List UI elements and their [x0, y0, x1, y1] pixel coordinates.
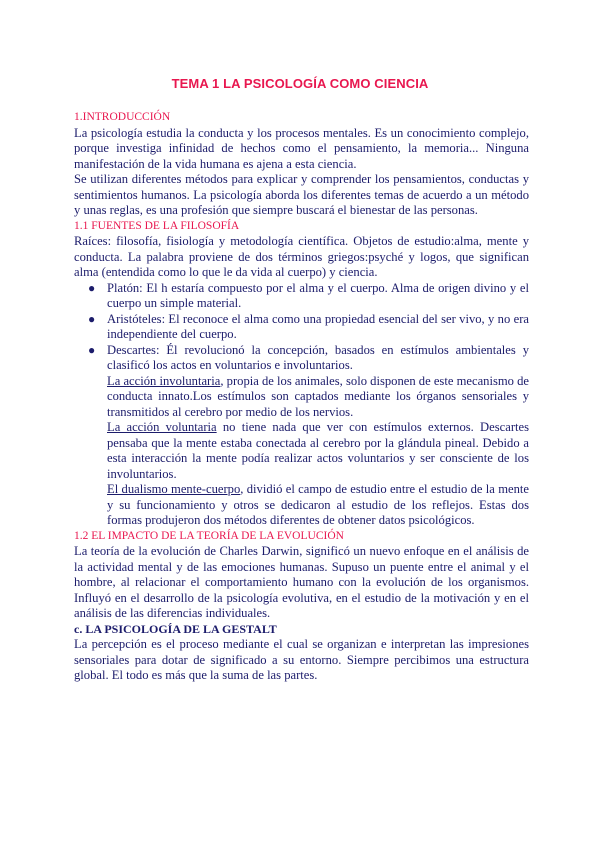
- bullet-icon: ●: [88, 311, 96, 326]
- document-title: TEMA 1 LA PSICOLOGÍA COMO CIENCIA: [171, 76, 429, 91]
- document-body: [74, 110, 529, 684]
- dualismo-paragraph: [74, 482, 529, 529]
- section-heading-evolucion: 1.2 EL IMPACTO DE LA TEORÍA DE LA EVOLUCIÓN: [74, 529, 344, 542]
- voluntaria-paragraph: [74, 420, 529, 482]
- bullet-icon: ●: [88, 280, 96, 295]
- voluntaria-term: La acción voluntaria: [107, 420, 217, 434]
- section-heading-fuentes: 1.1 FUENTES DE LA FILOSOFÍA: [74, 219, 240, 232]
- platon-text: Platón: El h estaría compuesto por el alma y el cuerpo. Alma de origen divino y el cuerpo un simple material.: [107, 280, 529, 310]
- dualismo-text: , dividió el campo de estudio entre el estudio de la mente y su funcionamiento y otros se dedicaron al estudio de los reflejos. Estas dos formas produjeron dos métodos diferentes de obtener datos psicológicos.: [107, 482, 529, 527]
- involuntaria-text: , propia de los animales, solo disponen de este mecanismo de conducta innato.Los estímulos son captados mediante los órganos sensoriales y transmitidos al cerebro por medio de los nervios.: [107, 373, 529, 419]
- bullet-icon: ●: [88, 342, 96, 357]
- fuentes-paragraph: Raíces: filosofía, fisiología y metodología científica. Objetos de estudio:alma, mente y conducta. La palabra proviene de dos términos griegos:psyché y logos, que significan alma (entendida como lo que le da vida al cuerpo) y ciencia.: [74, 234, 529, 279]
- evolucion-paragraph: La teoría de la evolución de Charles Darwin, significó un nuevo enfoque en el análisis de la actividad mental y de las emociones humanas. Supuso un puente entre el animal y el hombre, al relacionar el comportamiento humano con la evolución de los organismos. Influyó en el desarrollo de la psicología evolutiva, en el estudio de la motivación y en el análisis de las diferencias individuales.: [74, 544, 529, 620]
- dualismo-term: El dualismo mente-cuerpo: [107, 482, 241, 496]
- section-heading-gestalt: c. LA PSICOLOGÍA DE LA GESTALT: [74, 621, 277, 636]
- intro-paragraph-2: Se utilizan diferentes métodos para explicar y comprender los pensamientos, conductas y sentimientos humanos. La psicología aborda los diferentes temas de acuerdo a un método y unas reglas, es una profesión que siempre buscará el bienestar de las personas.: [74, 172, 529, 217]
- philosophers-list: [74, 281, 529, 374]
- descartes-text: Descartes: Él revolucionó la concepción, basados en estímulos ambientales y clasificó los actos en voluntarios e involuntarios.: [107, 342, 529, 372]
- voluntaria-text: no tiene nada que ver con estímulos externos. Descartes pensaba que la mente estaba conectada al cerebro por la glándula pineal. Debido a esta interacción la mente podía realizar actos voluntarios y ser consciente de los involuntarios.: [107, 420, 529, 481]
- list-item-platon: [74, 281, 529, 312]
- gestalt-paragraph: La percepción es el proceso mediante el cual se organizan e interpretan las impresiones sensoriales para dotar de significado a su entorno. Siempre percibimos una estructura global. El todo es más que la suma de las partes.: [74, 637, 529, 682]
- involuntaria-term: La acción involuntaria: [107, 373, 221, 388]
- involuntaria-paragraph: [74, 374, 529, 421]
- list-item-aristoteles: [74, 312, 529, 343]
- list-item-descartes: [74, 343, 529, 374]
- intro-paragraph-1: La psicología estudia la conducta y los procesos mentales. Es un conocimiento complejo, porque investiga infinidad de hechos como el pensamiento, la memoria... Ninguna manifestación de la vida humana es ajena a esta ciencia.: [74, 125, 529, 171]
- aristoteles-text: Aristóteles: El reconoce el alma como una propiedad esencial del ser vivo, y no era independiente del cuerpo.: [107, 311, 529, 341]
- section-heading-intro: 1.INTRODUCCIÓN: [74, 111, 171, 123]
